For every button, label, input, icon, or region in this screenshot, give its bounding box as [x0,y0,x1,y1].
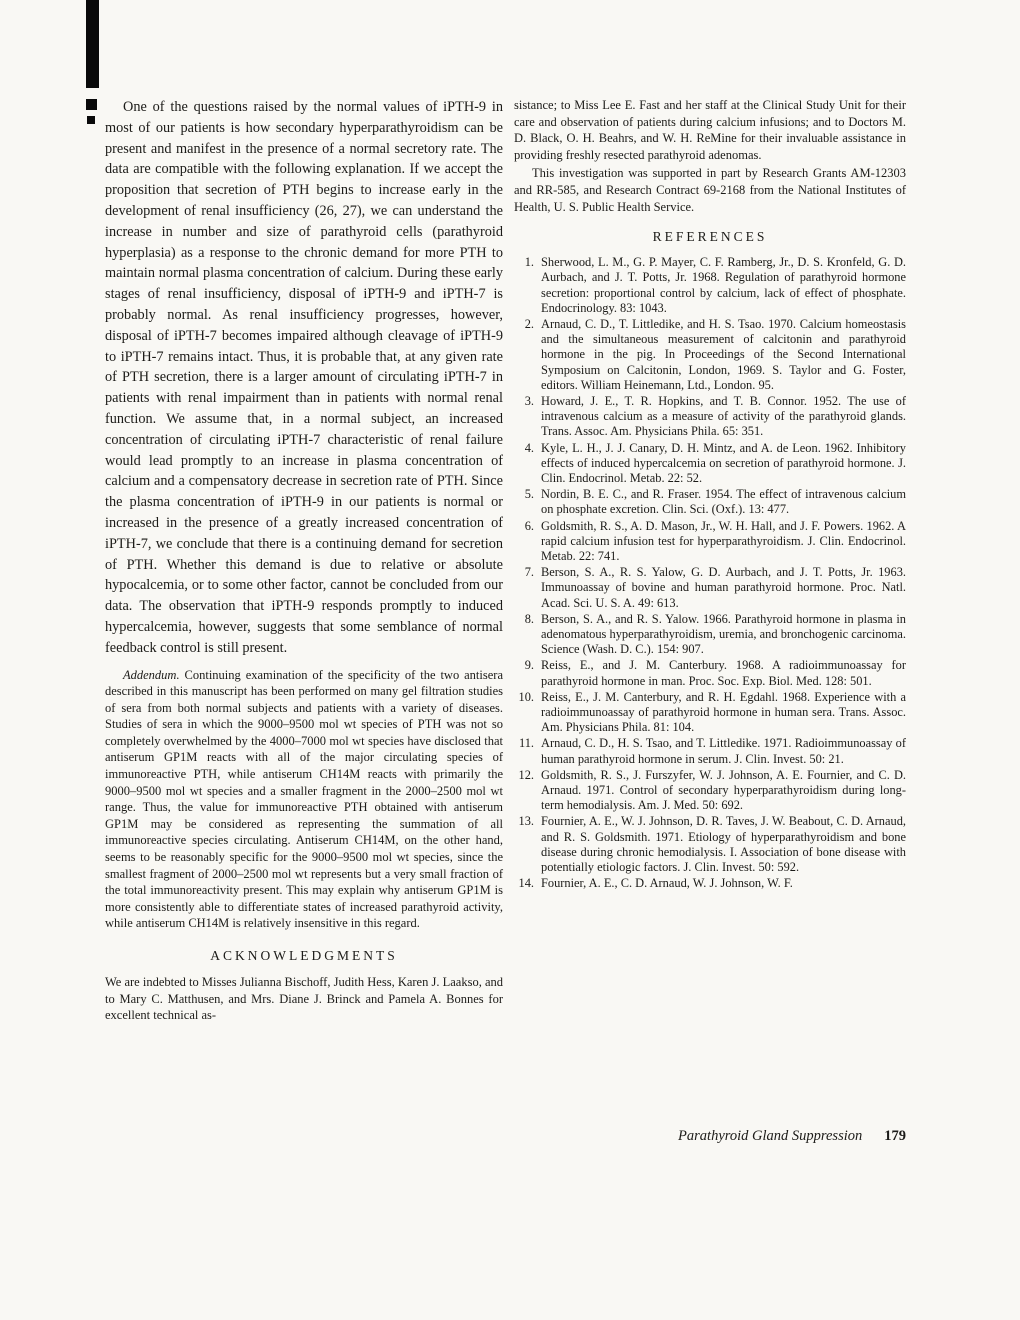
reference-number: 2. [524,316,534,331]
reference-text: Sherwood, L. M., G. P. Mayer, C. F. Ramberg, Jr., D. S. Kronfeld, G. D. Aurbach, and J. T. Potts, Jr. 1968. Regulation of parathyroid hormone secretion: proportional control by calcium, lack of effect of phosphate. Endocrinology. 83: 1043. [541,255,906,315]
reference-text: Fournier, A. E., C. D. Arnaud, W. J. Johnson, W. F. [541,876,793,891]
reference-item [514,690,906,736]
reference-text: Goldsmith, R. S., A. D. Mason, Jr., W. H. Hall, and J. F. Powers. 1962. A rapid calcium infusion test for hyperparathyroidism. J. Clin. Endocrinol. Metab. 22: 741. [541,518,906,564]
reference-item [514,768,906,814]
reference-text: Goldsmith, R. S., J. Furszyfer, W. J. Johnson, A. E. Fournier, and C. D. Arnaud. 1971. Control of secondary hyperparathyroidism during long-term hemodialysis. Am. J. Med. 50: 692. [541,767,906,813]
reference-item [514,255,906,316]
acknowledgments-continued: sistance; to Miss Lee E. Fast and her staff at the Clinical Study Unit for their care and observation of patients during calcium infusions; and to Doctors M. D. Black, O. H. Beahrs, and W. H. ReMine for their invaluable assistance in providing freshly resected parathyroid adenomas. [514,98,906,162]
reference-text: Berson, S. A., R. S. Yalow, G. D. Aurbach, and J. T. Potts, Jr. 1963. Immunoassay of bovine and human parathyroid hormone. Proc. Natl. Acad. Sci. U. S. A. 49: 613. [541,565,906,610]
reference-text: Arnaud, C. D., H. S. Tsao, and T. Littledike. 1971. Radioimmunoassay of human parathyroid hormone in serum. J. Clin. Invest. 50: 21. [541,736,906,766]
acknowledgments-heading: ACKNOWLEDGMENTS [210,948,398,964]
acknowledgments-paragraph: We are indebted to Misses Julianna Bischoff, Judith Hess, Karen J. Laakso, and to Mary C. Matthusen, and Mrs. Diane J. Brinck and Pamela A. Bonnes for excellent technical as- [105,975,503,1023]
left-column [105,97,503,1024]
reference-number: 5. [524,487,534,502]
references-heading: REFERENCES [652,229,768,245]
reference-text: Arnaud, C. D., T. Littledike, and H. S. Tsao. 1970. Calcium homeostasis and the simultaneous measurement of calcitonin and parathyroid hormone in the pig. In Proceedings of the Second International Symposium on Calcitonin, London, 1969. S. Taylor and G. Foster, editors. William Heinemann, Ltd., London. 95. [541,316,906,392]
discussion-paragraph: One of the questions raised by the normal values of iPTH-9 in most of our patients is how secondary hyperparathyroidism can be present and manifest in the presence of a normal secretory rate. The data are compatible with the following explanation. If we accept the proposition that secretion of PTH begins to increase early in the development of renal insufficiency (26, 27), we can understand the increase in number and size of parathyroid cells (parathyroid hyperplasia) as a response to the chronic demand for more PTH to maintain normal plasma concentration of calcium. During these early stages of renal insufficiency, disposal of iPTH-9 and iPTH-7 is probably normal. As renal insufficiency progresses, however, disposal of iPTH-7 becomes impaired although cleavage of iPTH-9 to iPTH-7 remains intact. Thus, it is probable that, at any given rate of PTH secretion, there is a larger amount of circulating iPTH-7 in patients with renal impairment than in patients with normal renal function. We assume that, in a normal subject, an increased concentration of circulating iPTH-7 characteristic of renal failure would lead promptly to an increase in plasma concentration of calcium and a compensatory decrease in secretion rate of PTH. Since the plasma concentration of iPTH-9 in our patients is normal or increased in the presence of a greatly increased concentration of iPTH-7, we conclude that there is a continuing demand for secretion of PTH. Whether this demand is due to relative or absolute hypocalcemia, or to some other factor, cannot be concluded from our data. The observation that iPTH-9 responds promptly to induced hypercalcemia, however, suggests that some semblance of normal feedback control is still present. [105,99,503,656]
reference-number: 14. [518,876,534,891]
reference-text: Reiss, E., J. M. Canterbury, and R. H. Egdahl. 1968. Experience with a radioimmunoassay of parathyroid hormone in human sera. Trans. Assoc. Am. Physicians Phila. 81: 104. [541,689,906,735]
reference-number: 8. [524,611,534,626]
reference-item [514,317,906,393]
reference-number: 7. [524,565,534,580]
reference-item [514,519,906,565]
funding-note: This investigation was supported in part by Research Grants AM-12303 and RR-585, and Research Contract 69-2168 from the National Institutes of Health, U. S. Public Health Service. [514,166,906,214]
page-footer [514,1128,906,1145]
reference-number: 3. [524,393,534,408]
reference-item [514,876,906,891]
reference-number: 11. [518,736,534,751]
reference-text: Berson, S. A., and R. S. Yalow. 1966. Parathyroid hormone in plasma in adenomatous hyperparathyroidism, uremia, and bronchogenic carcinoma. Science (Wash. D. C.). 154: 907. [541,611,906,657]
reference-number: 6. [524,518,534,533]
reference-number: 12. [518,767,534,782]
scan-artifact-square-2 [87,116,95,124]
reference-item [514,612,906,658]
scan-artifact-square-1 [86,99,97,110]
reference-item [514,736,906,766]
scan-artifact-bar [86,0,99,88]
reference-text: Fournier, A. E., W. J. Johnson, D. R. Taves, J. W. Beabout, C. D. Arnaud, and R. S. Goldsmith. 1971. Etiology of hyperparathyroidism and bone disease during chronic hemodialysis. I. Association of bone disease with potentially etiologic factors. J. Clin. Invest. 50: 592. [541,814,906,875]
addendum-text: Continuing examination of the specificity of the two antisera described in this manuscript has been performed on many gel filtration studies of sera from both normal subjects and patients with a variety of diseases. Studies of sera in which the 9000–9500 mol wt species of PTH was not so completely overwhelmed by the 4000–7000 mol wt species have disclosed that antiserum GP1M reacts with all of the major circulating species of immunoreactive PTH, while antiserum CH14M reacts with primarily the 9000–9500 mol wt species and a smaller fragment in the 2000–2500 mol wt range. Thus, the value for immunoreactive PTH obtained with antiserum GP1M may be considered as representing the summation of all immunoreactive species circulating. Antiserum CH14M, on the other hand, seems to be reasonably specific for the 9000–9500 mol wt species, since the smallest fragment of 2000–2500 mol wt represents but a very small fraction of the total immunoreactivity present. This may explain why antiserum GP1M is more consistently able to differentiate states of increased parathyroid activity, while antiserum CH14M is relatively insensitive in this regard. [105,667,503,931]
reference-item [514,658,906,688]
reference-item [514,441,906,487]
page-number: 179 [884,1128,906,1144]
reference-number: 10. [518,689,534,704]
reference-text: Nordin, B. E. C., and R. Fraser. 1954. The effect of intravenous calcium on phosphate excretion. Clin. Sci. (Oxf.). 13: 477. [541,487,906,517]
reference-item [514,487,906,517]
reference-text: Reiss, E., and J. M. Canterbury. 1968. A radioimmunoassay for parathyroid hormone in man. Proc. Soc. Exp. Biol. Med. 128: 501. [541,658,906,688]
reference-number: 13. [518,814,534,829]
reference-item [514,565,906,611]
references-list [514,255,906,891]
running-title: Parathyroid Gland Suppression [678,1128,863,1144]
reference-item [514,814,906,875]
reference-number: 1. [524,255,534,270]
reference-item [514,394,906,440]
reference-text: Kyle, L. H., J. J. Canary, D. H. Mintz, and A. de Leon. 1962. Inhibitory effects of induced hypercalcemia on secretion of parathyroid hormone. J. Clin. Endocrinol. Metab. 22: 52. [541,440,906,485]
reference-number: 4. [524,440,534,455]
reference-text: Howard, J. E., T. R. Hopkins, and T. B. Connor. 1952. The use of intravenous calcium as a measure of activity of the parathyroid glands. Trans. Assoc. Am. Physicians Phila. 65: 351. [541,393,906,439]
right-column [514,97,906,892]
addendum-label: Addendum. [123,667,180,682]
reference-number: 9. [524,658,534,673]
addendum-paragraph [105,667,503,933]
